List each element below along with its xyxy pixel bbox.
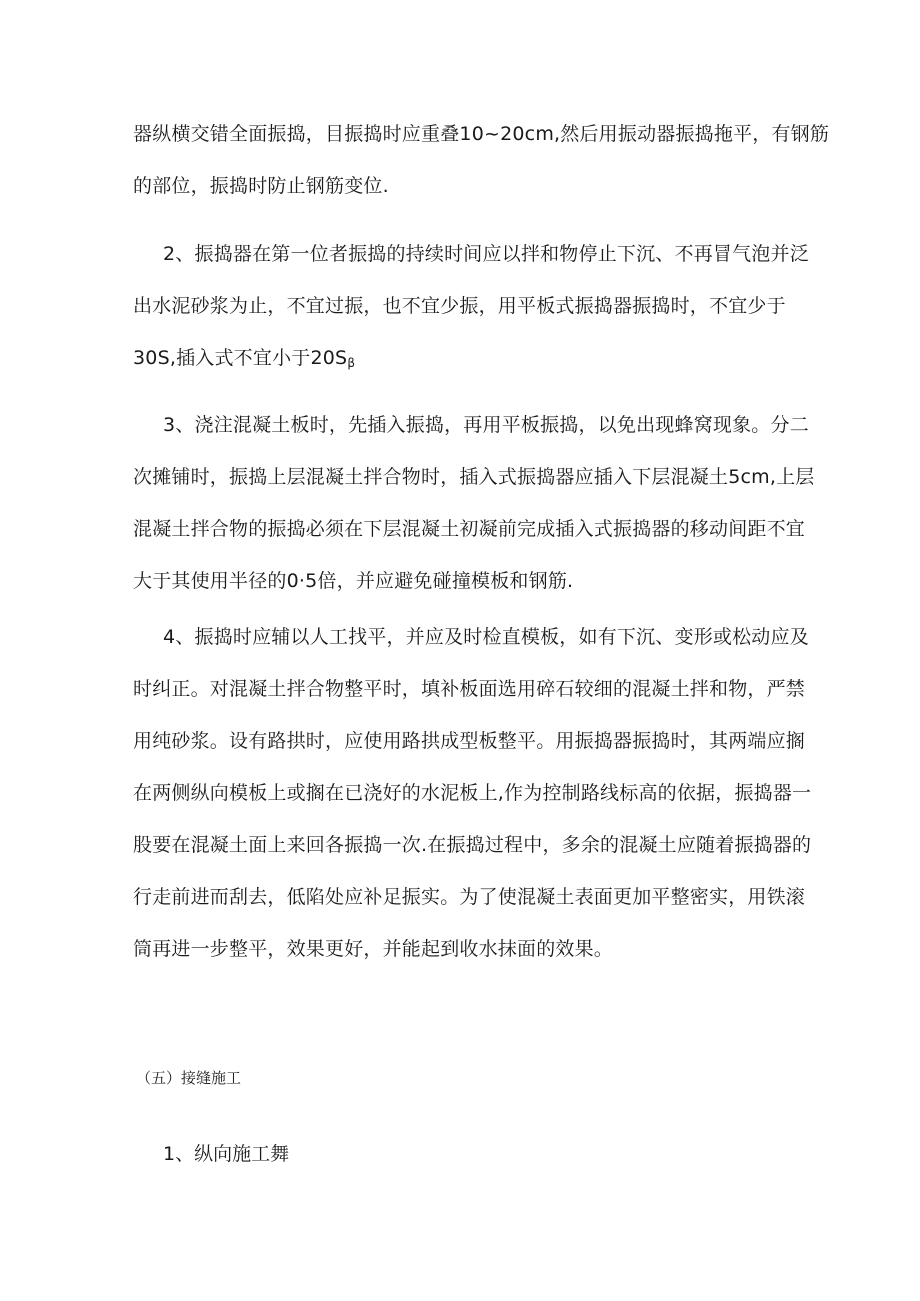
- text-line: 混凝土拌合物的振捣必须在下层混凝土初凝前完成插入式振捣器的移动间距不宜: [133, 518, 806, 540]
- text-line-last: [133, 332, 793, 384]
- item-heading: 1、纵向施工舞: [163, 1143, 290, 1165]
- text-line: 在两侧纵向模板上或搁在已浇好的水泥板上,作为控制路线标高的依据，振捣器一: [133, 782, 812, 804]
- text-line: 3、浇注混凝土板时，先插入振捣，再用平板振捣，以免出现蜂窝现象。分二: [163, 414, 809, 436]
- text-line: 大于其使用半径的0·5倍，并应避免碰撞模板和钢筋.: [133, 570, 574, 592]
- text-main: 30S,插入式不宜小于20S: [133, 347, 348, 369]
- text-line: 4、振捣时应辅以人工找平，并应及时检直模板，如有下沉、变形或松动应及: [163, 626, 809, 648]
- paragraph-continuation: [133, 108, 830, 212]
- text-line: 2、振捣器在第一位者振捣的持续时间应以拌和物停止下沉、不再冒气泡并泛: [163, 243, 809, 265]
- section-heading: （五）接缝施工: [136, 1069, 242, 1087]
- paragraph-item-4: [133, 611, 812, 975]
- text-line: 出水泥砂浆为止，不宜过振，也不宜少振，用平板式振捣器振捣时，不宜少于: [133, 295, 786, 317]
- text-line: 筒再进一步整平，效果更好，并能起到收水抹面的效果。: [133, 938, 614, 960]
- paragraph-item-2: [133, 228, 809, 384]
- text-subscript: β: [347, 356, 356, 370]
- text-line: 用纯砂浆。设有路拱时，应使用路拱成型板整平。用振捣器振捣时，其两端应搁: [133, 730, 806, 752]
- text-line: 时纠正。对混凝土拌合物整平时，填补板面选用碎石较细的混凝土拌和物，严禁: [133, 678, 806, 700]
- text-line: 次摊铺时，振捣上层混凝土拌合物时，插入式振捣器应插入下层混凝土5cm,上层: [133, 466, 815, 488]
- text-line: 器纵横交错全面振捣，目振捣时应重叠10~20cm,然后用振动器振捣拖平，有钢筋: [133, 123, 830, 145]
- text-line: 股要在混凝土面上来回各振捣一次.在振捣过程中，多余的混凝土应随着振捣器的: [133, 834, 812, 856]
- paragraph-item-3: [133, 399, 815, 607]
- text-line: 的部位，振捣时防止钢筋变位.: [133, 175, 389, 197]
- text-line: 行走前进而刮去，低陷处应补足振实。为了使混凝土表面更加平整密实，用铁滚: [133, 886, 806, 908]
